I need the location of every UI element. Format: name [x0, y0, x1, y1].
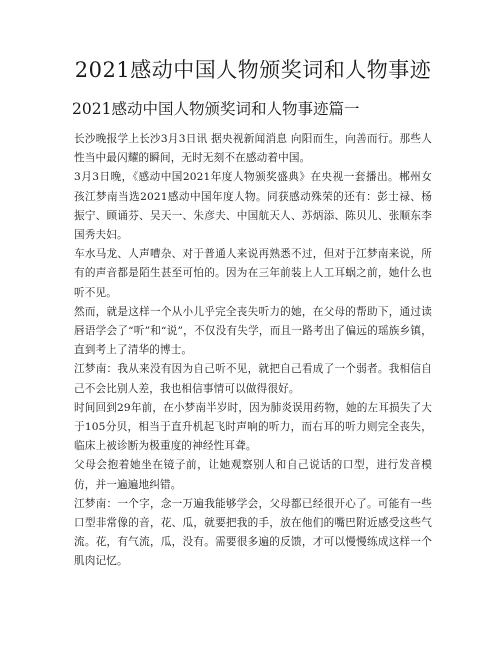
paragraph-intro: 长沙晚报学上长沙3月3日讯 据央视新闻消息 向阳而生，向善而行。那些人性当中最闪耀的瞬间，无时无刻不在感动着中国。	[74, 133, 432, 165]
paragraph-quote-strength: 江梦南：我从来没有因为自己听不见，就把自己看成了一个弱者。我相信自己不会比别人差，我也相信事情可以做得很好。	[74, 363, 432, 395]
paragraph-quote-practice: 江梦南：一个字，念一万遍我能够学会，父母都已经很开心了。可能有一些口型非常像的音，花、瓜，就要把我的手，放在他们的嘴巴附近感受这些气流。花，有气流，瓜，没有。需要很多遍的反馈，才可以慢慢练成这样一个肌肉记忆。	[74, 497, 432, 568]
document-title: 2021感动中国人物颁奖词和人物事迹	[74, 58, 432, 82]
section-title: 2021感动中国人物颁奖词和人物事迹篇一	[72, 100, 360, 118]
paragraph-mirror: 父母会抱着她坐在镜子前，让她观察别人和自己说话的口型，进行发音模仿，并一遍遍地纠错。	[74, 459, 432, 491]
paragraph-history: 时间回到29年前，在小梦南半岁时，因为肺炎误用药物，她的左耳损失了大于105分贝，相当于直升机起飞时声响的听力，而右耳的听力则完全丧失，临床上被诊断为极重度的神经性耳聋。	[74, 401, 432, 453]
paragraph-ceremony: 3月3日晚，《感动中国2021年度人物颁奖盛典》在央视一套播出。郴州女孩江梦南当选2021感动中国年度人物。同获感动殊荣的还有：彭士禄、杨振宁、顾诵芬、吴天一、朱彦夫、中国航天人、苏炳添、陈贝儿、张顺东李国秀夫妇。	[74, 171, 432, 242]
paragraph-lipreading: 然而，就是这样一个从小儿乎完全丧失听力的她，在父母的帮助下，通过读唇语学会了“听”和“说”，不仅没有失学，而且一路考出了偏远的瑶族乡镇，直到考上了清华的博士。	[74, 305, 432, 357]
paragraph-sounds: 车水马龙、人声嘈杂、对于普通人来说再熟悉不过，但对于江梦南来说，所有的声音都是陌生甚至可怕的。因为在三年前装上人工耳蜗之前，她什么也听不见。	[74, 248, 432, 299]
